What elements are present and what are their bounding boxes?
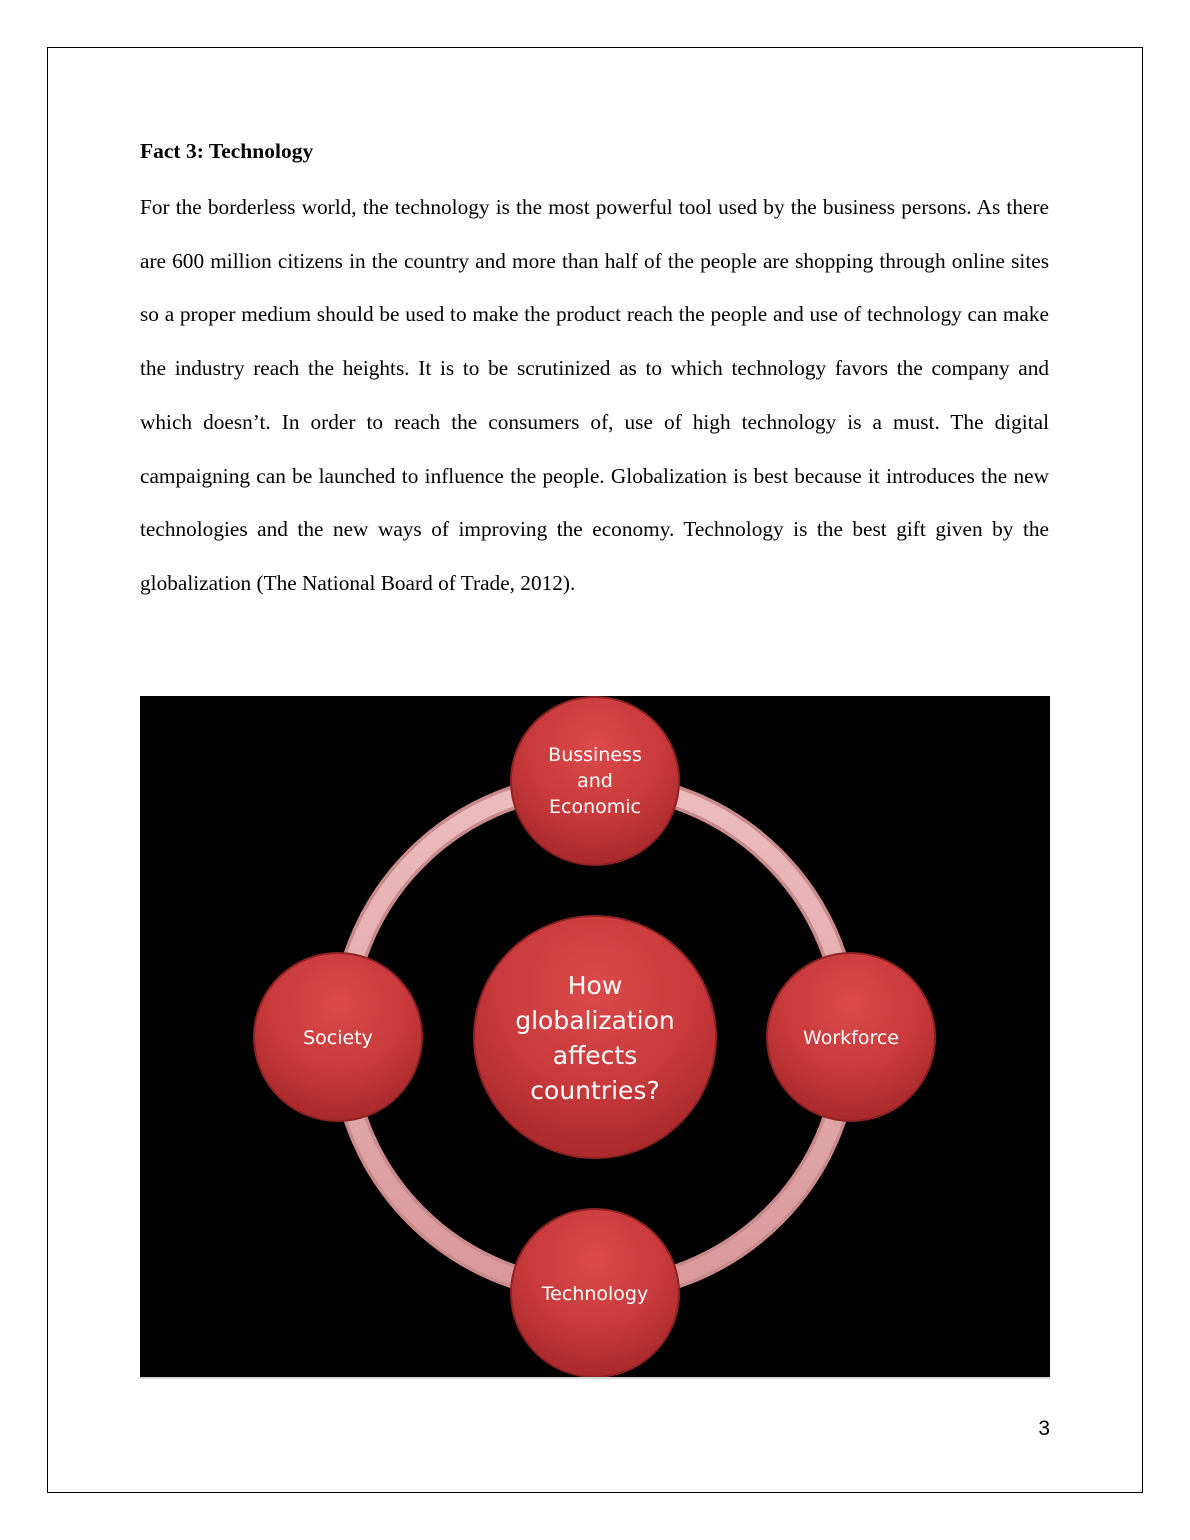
center-label-line3: affects bbox=[552, 1041, 638, 1070]
page-number: 3 bbox=[1038, 1417, 1050, 1440]
center-label-line1: How bbox=[567, 971, 623, 1000]
top-label-line2: and bbox=[577, 770, 613, 792]
top-node-business bbox=[511, 697, 679, 865]
top-label-line3: Economic bbox=[549, 796, 641, 818]
globalization-diagram bbox=[140, 696, 1050, 1378]
bottom-label: Technology bbox=[541, 1283, 649, 1305]
left-node-society bbox=[254, 953, 422, 1121]
bottom-node-technology bbox=[511, 1209, 679, 1377]
right-node-workforce bbox=[767, 953, 935, 1121]
center-label-line4: countries? bbox=[530, 1076, 660, 1105]
right-label: Workforce bbox=[803, 1027, 899, 1049]
body-paragraph: For the borderless world, the technology is the most powerful tool used by the business persons. As there are 600 million citizens in the country and more than half of the people are shopping through online sites so a proper medium should be used to make the product reach the people and use of technology can make the industry reach the heights. It is to be scrutinized as to which technology favors the company and which doesn’t. In order to reach the consumers of, use of high technology is a must. The digital campaigning can be launched to influence the people. Globalization is best because it introduces the new technologies and the new ways of improving the economy. Technology is the best gift given by the globalization (The National Board of Trade, 2012). bbox=[140, 195, 1049, 595]
center-label-line2: globalization bbox=[515, 1006, 675, 1035]
diagram-svg bbox=[140, 696, 1050, 1378]
left-label: Society bbox=[303, 1027, 373, 1049]
section-heading: Fact 3: Technology bbox=[140, 139, 314, 163]
figure-underline bbox=[140, 1377, 1050, 1379]
top-label-line1: Bussiness bbox=[548, 744, 642, 766]
center-node bbox=[474, 916, 716, 1158]
